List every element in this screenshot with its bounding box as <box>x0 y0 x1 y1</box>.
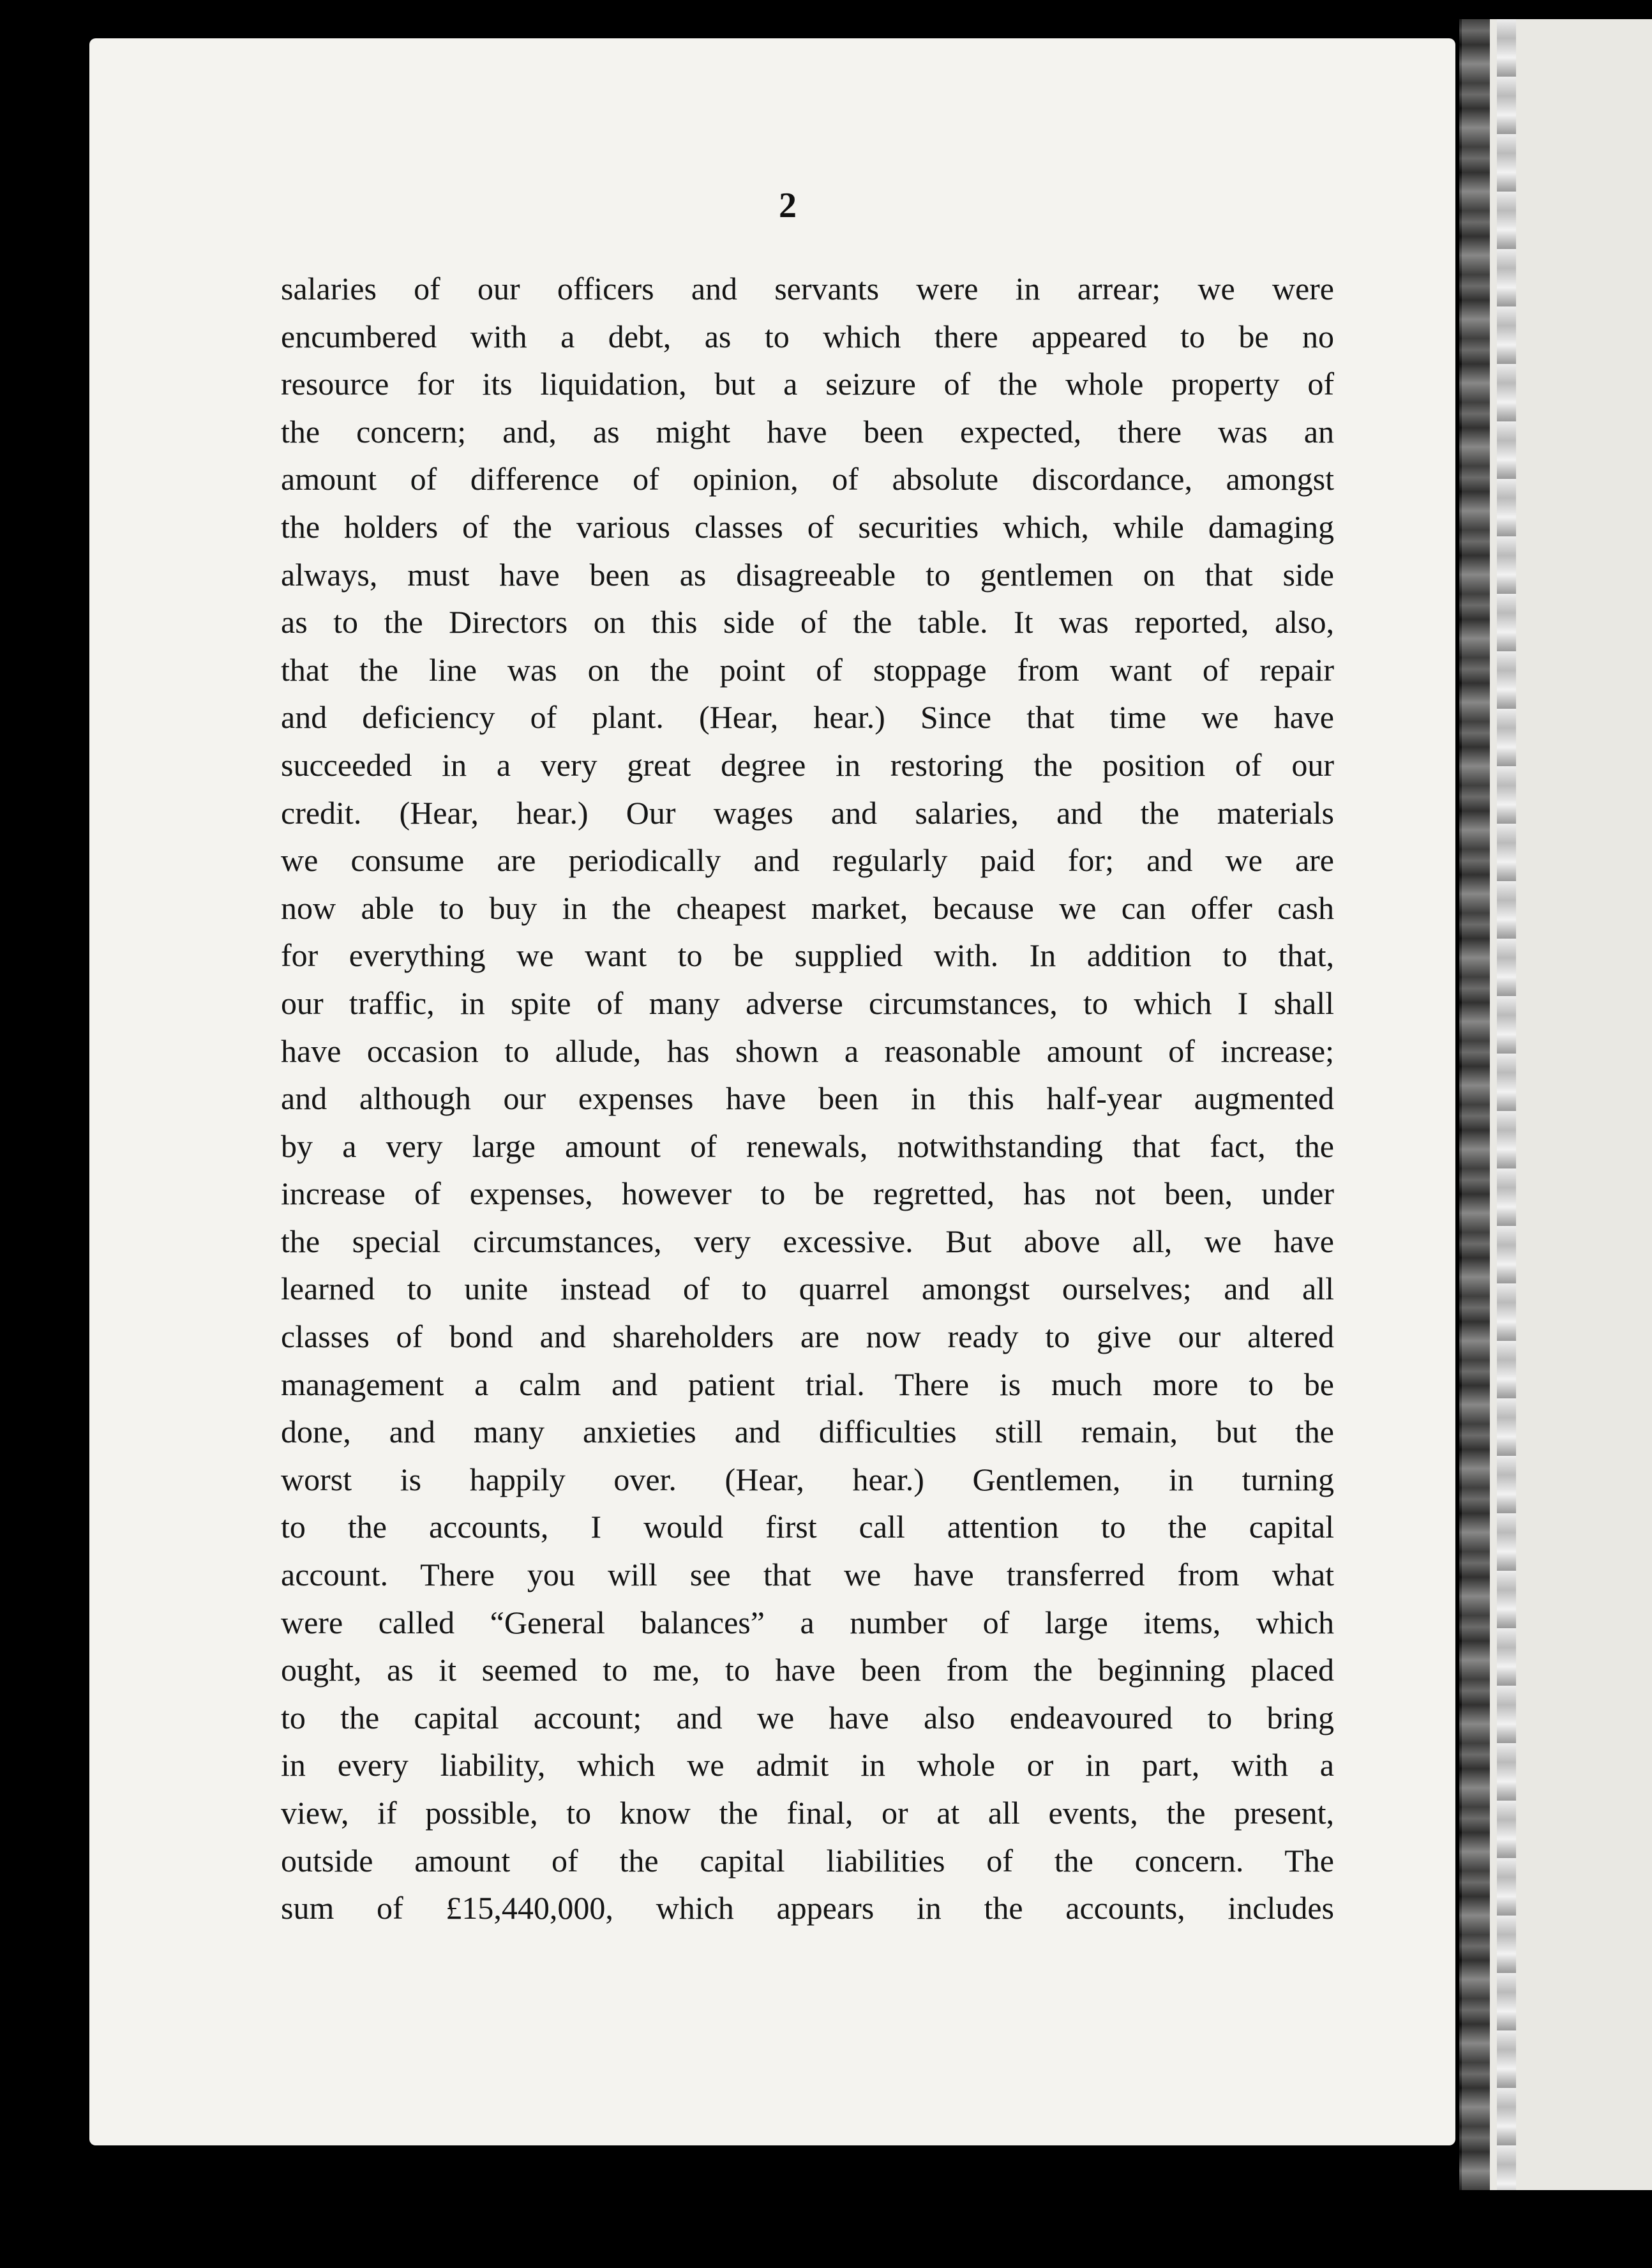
text-line: the concern; and, as might have been expected, there was an <box>281 413 1334 450</box>
text-line: view, if possible, to know the final, or at all events, the present, <box>281 1795 1334 1831</box>
book-spine-gutter <box>1497 19 1516 2190</box>
text-line: sum of £15,440,000, which appears in the accounts, includes <box>281 1890 1334 1926</box>
text-line: have occasion to allude, has shown a reasonable amount of increase; <box>281 1032 1334 1069</box>
text-line: by a very large amount of renewals, notwithstanding that fact, the <box>281 1128 1334 1164</box>
text-line: as to the Directors on this side of the table. It was reported, also, <box>281 604 1334 640</box>
text-line: and although our expenses have been in this half-year augmented <box>281 1080 1334 1117</box>
text-line: to the capital account; and we have also endeavoured to bring <box>281 1699 1334 1735</box>
text-line: increase of expenses, however to be regretted, has not been, under <box>281 1176 1334 1212</box>
text-line: credit. (Hear, hear.) Our wages and salaries, and the materials <box>281 794 1334 831</box>
text-line: the special circumstances, very excessive. But above all, we have <box>281 1223 1334 1259</box>
text-line: to the accounts, I would first call attention to the capital <box>281 1509 1334 1545</box>
page-number: 2 <box>779 186 797 225</box>
text-line: succeeded in a very great degree in restoring the position of our <box>281 746 1334 783</box>
text-line: we consume are periodically and regularly paid for; and we are <box>281 842 1334 879</box>
book-spine-binding <box>1459 19 1490 2190</box>
adjacent-page-edge <box>1462 19 1652 2190</box>
text-line: encumbered with a debt, as to which there appeared to be no <box>281 318 1334 354</box>
text-line: done, and many anxieties and difficulties still remain, but the <box>281 1414 1334 1450</box>
text-line: salaries of our officers and servants were in arrear; we were <box>281 271 1334 306</box>
text-line: resource for its liquidation, but a seizure of the whole property of <box>281 366 1334 402</box>
text-line: now able to buy in the cheapest market, because we can offer cash <box>281 889 1334 926</box>
body-text <box>281 265 1334 1932</box>
text-line: were called “General balances” a number of large items, which <box>281 1604 1334 1640</box>
text-line: worst is happily over. (Hear, hear.) Gentlemen, in turning <box>281 1461 1334 1497</box>
text-line: learned to unite instead of to quarrel amongst ourselves; and all <box>281 1271 1334 1307</box>
text-line: outside amount of the capital liabilities of the concern. The <box>281 1842 1334 1879</box>
text-line: and deficiency of plant. (Hear, hear.) Since that time we have <box>281 699 1334 736</box>
text-line: in every liability, which we admit in whole or in part, with a <box>281 1747 1334 1783</box>
text-line: account. There you will see that we have transferred from what <box>281 1557 1334 1593</box>
text-line: management a calm and patient trial. There is much more to be <box>281 1366 1334 1402</box>
text-line: the holders of the various classes of securities which, while damaging <box>281 508 1334 545</box>
text-line: always, must have been as disagreeable to gentlemen on that side <box>281 556 1334 593</box>
text-line: classes of bond and shareholders are now ready to give our altered <box>281 1319 1334 1355</box>
text-line: for everything we want to be supplied with. In addition to that, <box>281 937 1334 974</box>
text-line: that the line was on the point of stoppage from want of repair <box>281 651 1334 688</box>
text-line: amount of difference of opinion, of absolute discordance, amongst <box>281 461 1334 497</box>
text-line: ought, as it seemed to me, to have been from the beginning placed <box>281 1652 1334 1688</box>
text-line: our traffic, in spite of many adverse circumstances, to which I shall <box>281 985 1334 1021</box>
